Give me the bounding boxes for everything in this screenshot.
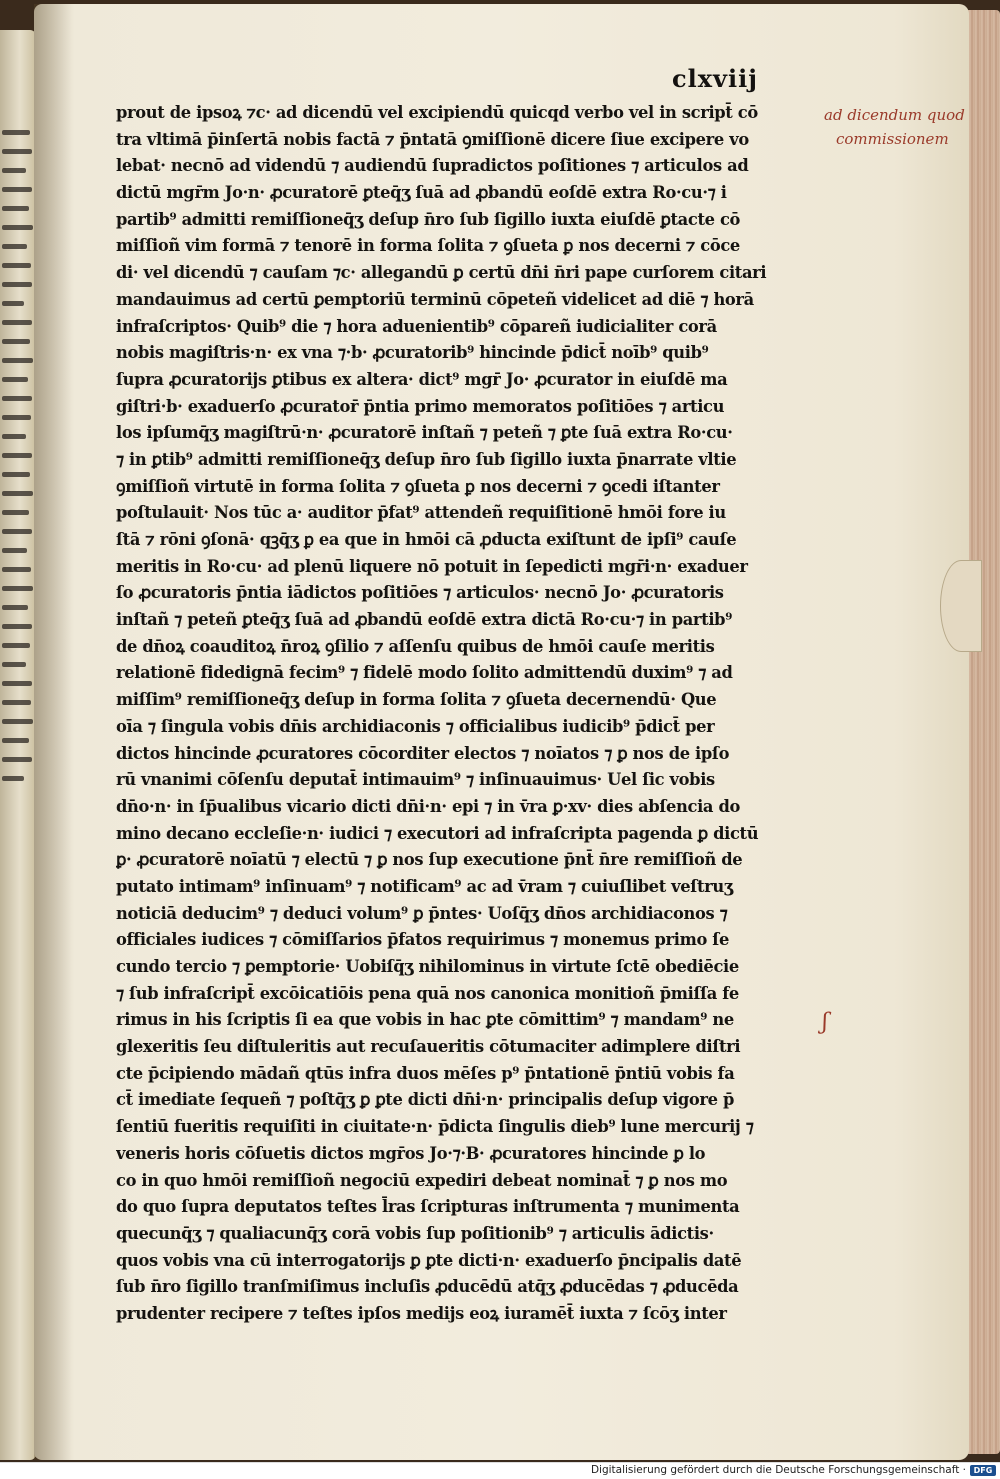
text-line: veneris horis cōſuetis dictos mgr̄os Jo·⁊·B· ꝓcuratores hincinde ꝑ lo [116, 1143, 706, 1163]
text-line: poſtulauit· Nos tūc a· auditor p̄fat⁹ attendeñ requiſitionē hmōi fore iu [116, 503, 726, 523]
text-line: oīa ⁊ ſingula vobis dn̄is archidiaconis ⁊ officialibus iudicib⁹ p̄dict̄ per [116, 716, 715, 736]
text-line: glexeritis ſeu diſtuleritis aut recuſaueritis cōtumaciter adimplere diſtri [116, 1037, 741, 1057]
text-line: co in quo hmōi remiſſioñ negociū expediri debeat nominat̄ ⁊ ꝑ nos mo [116, 1170, 728, 1190]
text-line: rimus in his ſcriptis ſi ea que vobis in hac ꝑte cōmittim⁹ ⁊ mandam⁹ ne [116, 1010, 734, 1030]
text-line: tra vltimā p̄inſertā nobis factā ⁊ p̄ntatā ꝯmiſſionē dicere ſiue excipere vo [116, 129, 749, 149]
text-line: los ipſumq̄ʒ magiſtrū·n· ꝓcuratorē inſtañ ⁊ peteñ ⁊ ꝑte ſuā extra Ro·cu· [116, 423, 733, 443]
marginal-note-3: ʃ [822, 1010, 828, 1035]
text-line: prout de ipsoꝝ ⁊c· ad dicendū vel excipiendū quicqd verbo vel in script̄ cō [116, 103, 758, 122]
text-line: cte p̄cipiendo mādañ qtūs infra duos mēſes p⁹ p̄ntationē p̄ntiū vobis fa [116, 1063, 735, 1083]
text-line: ſo ꝓcuratoris p̄ntia iādictos poſitiōes ⁊ articulos· necnō Jo· ꝓcuratoris [116, 583, 724, 603]
text-line: ſentiū fueritis requiſiti in ciuitate·n· p̄dicta ſingulis dieb⁹ lune mercurij ⁊ [116, 1117, 754, 1137]
text-line: rū vnanimi cōſenſu deputat̄ intimauim⁹ ⁊ inſinuauimus· Uel ſic vobis [116, 770, 715, 790]
text-line: mandauimus ad certū ꝑemptoriū terminū cōpeteñ videlicet ad diē ⁊ horā [116, 289, 754, 309]
text-line: inſtañ ⁊ peteñ ꝑteq̄ʒ ſuā ad ꝓbandū eoſdē extra dictā Ro·cu·⁊ in partib⁹ [116, 610, 732, 630]
main-text-block [116, 100, 816, 1328]
text-line: ſtā ⁊ rōni ꝯſonā· qꝫq̄ʒ ꝑ ea que in hmōi cā ꝓducta exiſtunt de ipſi⁹ cauſe [116, 530, 737, 549]
text-line: partib⁹ admitti remiſſioneq̄ʒ deſup n̄ro ſub ſigillo iuxta eiuſdē ꝑtacte cō [116, 209, 741, 229]
text-line: dictū mgr̄m Jo·n· ꝓcuratorē ꝑteq̄ʒ ſuā ad ꝓbandū eoſdē extra Ro·cu·⁊ i [116, 183, 727, 203]
text-line: ꝯmiſſioñ virtutē in forma ſolita ⁊ ꝯſueta ꝑ nos decerni ⁊ ꝯcedi iſtanter [116, 476, 720, 496]
facing-page-text-fragments [2, 130, 34, 795]
text-line: cundo tercio ⁊ ꝑemptorie· Uobiſq̄ʒ nihilominus in virtute ſctē obediēcie [116, 957, 739, 976]
text-line: ſupra ꝓcuratorijs ꝑtibus ex altera· dict⁹ mgr̄ Jo· ꝓcurator in eiuſdē ma [116, 369, 728, 389]
text-line: giſtri·b· exaduerſo ꝓcurator̄ p̄ntia primo memoratos poſitiōes ⁊ articu [116, 396, 725, 416]
text-line: mino decano eccleſie·n· iudici ⁊ executori ad infraſcripta pagenda ꝑ dictū [116, 823, 759, 843]
marginal-note-1: ad dicendum quod [824, 106, 965, 124]
text-line: ct̄ imediate ſequeñ ⁊ poſtq̄ʒ ꝑ ꝑte dicti dn̄i·n· principalis deſup vigore p̄ [116, 1090, 734, 1110]
text-line: ſub n̄ro ſigillo tranſmiſimus incluſis ꝓducēdū atq̄ʒ ꝓducēdas ⁊ ꝓducēda [116, 1277, 739, 1297]
text-line: prudenter recipere ⁊ teſtes ipſos medijs eoꝝ iuramēt̄ iuxta ⁊ ſcōʒ inter [116, 1303, 727, 1323]
text-line: ⁊ ſub infraſcript̄ excōicatiōis pena quā nos canonica monitioñ p̄miſſa fe [116, 983, 739, 1003]
text-line: noticiā deducim⁹ ⁊ deduci volum⁹ ꝑ p̄ntes· Uoſq̄ʒ dn̄os archidiaconos ⁊ [116, 903, 728, 923]
text-line: dn̄o·n· in ſp̄ualibus vicario dicti dn̄i·n· epi ⁊ in v̄ra ꝑ·xv· dies abſencia do [116, 796, 740, 816]
gutter-shadow [34, 4, 74, 1460]
footer-bar [0, 1462, 1000, 1479]
dfg-logo: DFG [970, 1465, 996, 1476]
text-line: ꝑ· ꝓcuratorē noīatū ⁊ electū ⁊ ꝑ nos ſup executione p̄nt̄ n̄re remiſſioñ de [116, 850, 743, 870]
text-line: lebat· necnō ad videndū ⁊ audiendū ſupradictos poſitiones ⁊ articulos ad [116, 156, 749, 176]
marginal-note-2: commissionem [836, 130, 949, 148]
text-line: putato intimam⁹ inſinuam⁹ ⁊ notificam⁹ ac ad v̄ram ⁊ cuiuſlibet veſtruʒ [116, 876, 733, 896]
text-line: miſſioñ vim formā ⁊ tenorē in forma ſolita ⁊ ꝯſueta ꝑ nos decerni ⁊ cōce [116, 236, 740, 256]
text-line: dictos hincinde ꝓcuratores cōcorditer electos ⁊ noīatos ⁊ ꝑ nos de ipſo [116, 743, 730, 763]
text-line: miſſim⁹ remiſſioneq̄ʒ deſup in forma ſolita ⁊ ꝯſueta decernendū· Que [116, 690, 717, 710]
text-line: de dn̄oꝝ coauditoꝝ n̄roꝝ ꝯſilio ⁊ aſſenſu quibus de hmōi cauſe meritis [116, 636, 715, 656]
text-line: do quo ſupra deputatos teſtes l̄ras ſcripturas inſtrumenta ⁊ munimenta [116, 1197, 740, 1217]
page-tab [940, 560, 982, 652]
folio-number: clxviij [672, 64, 758, 93]
text-line: quos vobis vna cū interrogatorijs ꝑ ꝑte dicti·n· exaduerſo p̄ncipalis datē [116, 1250, 742, 1270]
facing-page-edge [0, 30, 36, 1460]
text-line: meritis in Ro·cu· ad plenū liquere nō potuit in ſepedicti mgr̄i·n· exaduer [116, 556, 748, 576]
text-line: relationē fidedignā fecim⁹ ⁊ fidelē modo ſolito admittendū duxim⁹ ⁊ ad [116, 663, 733, 683]
footer-credit: Digitalisierung gefördert durch die Deutsche Forschungsgemeinschaft · [590, 1464, 966, 1476]
text-line: officiales iudices ⁊ cōmiſſarios p̄fatos requirimus ⁊ monemus primo ſe [116, 930, 729, 950]
text-line: infraſcriptos· Quib⁹ die ⁊ hora aduenientib⁹ cōpareñ iudicialiter corā [116, 316, 717, 336]
text-line: nobis magiſtris·n· ex vna ⁊·b· ꝓcuratorib⁹ hincinde p̄dict̄ noīb⁹ quib⁹ [116, 343, 709, 363]
text-line: ⁊ in ꝑtib⁹ admitti remiſſioneq̄ʒ deſup n̄ro ſub ſigillo iuxta p̄narrate vltie [116, 449, 737, 469]
text-line: di· vel dicendū ⁊ cauſam ⁊c· allegandū ꝑ certū dn̄i n̄ri pape curſorem citari [116, 263, 767, 283]
text-line: quecunq̄ʒ ⁊ qualiacunq̄ʒ corā vobis ſup poſitionib⁹ ⁊ articulis ādictis· [116, 1223, 714, 1243]
